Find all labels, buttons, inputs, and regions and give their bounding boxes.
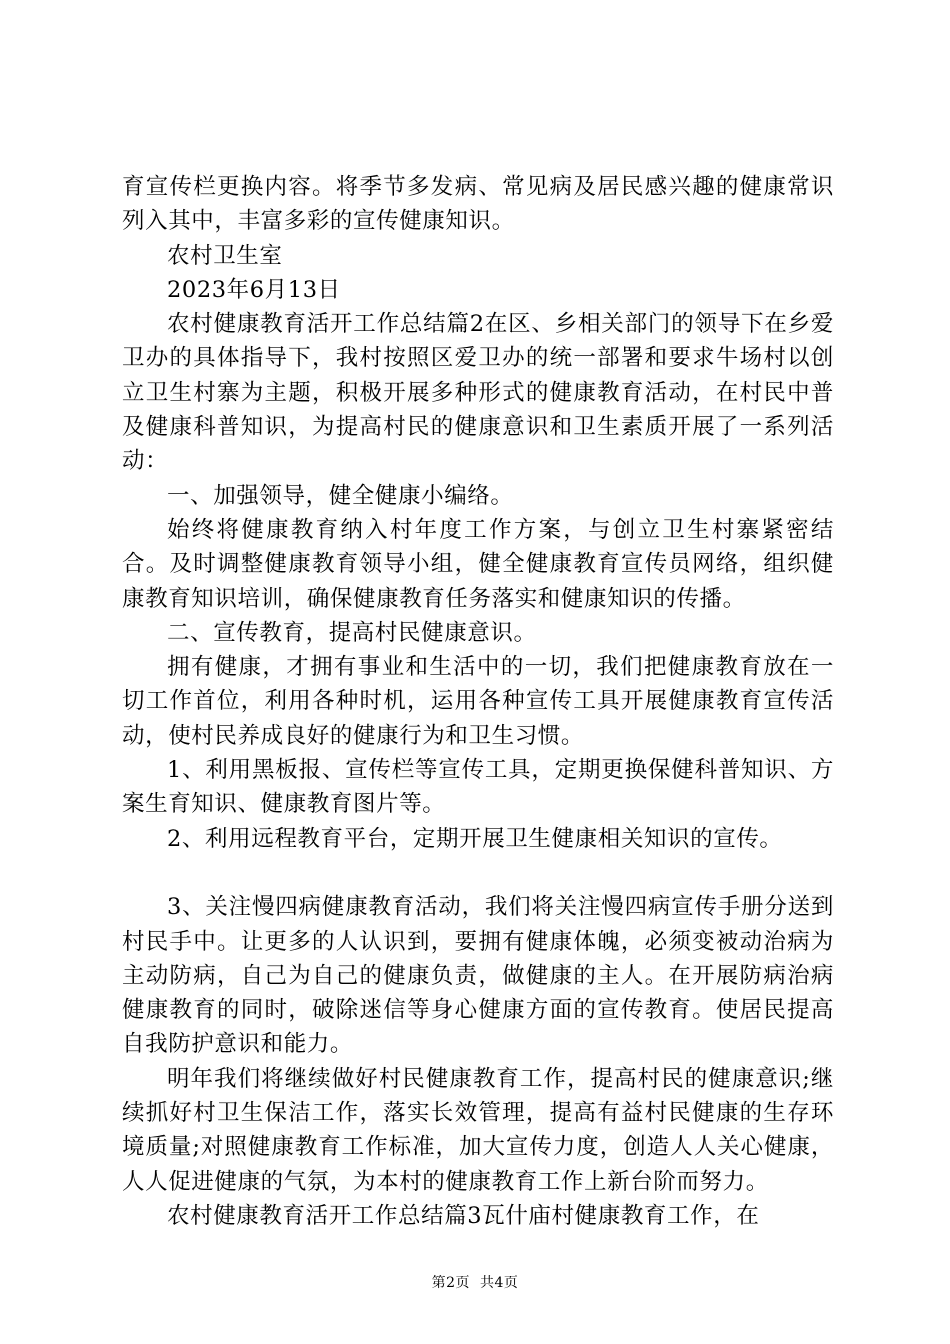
signature-organization: 农村卫生室: [167, 242, 283, 269]
paragraph-summary-2-intro: 农村健康教育活开工作总结篇2在区、乡相关部门的领导下在乡爱卫办的具体指导下，我村按照区爱卫办的统一部署和要求牛场村以创立卫生村寨为主题，积极开展多种形式的健康教育活动，在村民中普及健康科普知识，为提高村民的健康意识和卫生素质开展了一系列活动：: [122, 311, 834, 475]
section-heading-2: 二、宣传教育，提高村民健康意识。: [167, 619, 537, 646]
page-footer: [0, 1272, 950, 1292]
page-number-total: 共4页: [479, 1275, 519, 1291]
paragraph-continued: 育宣传栏更换内容。将季节多发病、常见病及居民感兴趣的健康常识列入其中，丰富多彩的宣传健康知识。: [122, 174, 834, 235]
paragraph-summary-3-intro: 农村健康教育活开工作总结篇3瓦什庙村健康教育工作，在: [167, 1202, 760, 1229]
page-number-current: 第2页: [431, 1275, 471, 1291]
paragraph-section-2: 拥有健康，才拥有事业和生活中的一切，我们把健康教育放在一切工作首位，利用各种时机，运用各种宣传工具开展健康教育宣传活动，使村民养成良好的健康行为和卫生习惯。: [122, 654, 834, 749]
list-item-3: 3、关注慢四病健康教育活动，我们将关注慢四病宣传手册分送到村民手中。让更多的人认识到，要拥有健康体魄，必须变被动治病为主动防病，自己为自己的健康负责，做健康的主人。在开展防病治病健康教育的同时，破除迷信等身心健康方面的宣传教育。使居民提高自我防护意识和能力。: [122, 894, 834, 1058]
footer-spacer: [470, 1275, 480, 1291]
section-heading-1: 一、加强领导，健全健康小编络。: [167, 482, 514, 509]
list-item-2: 2、利用远程教育平台，定期开展卫生健康相关知识的宣传。: [167, 825, 783, 852]
paragraph-next-year: 明年我们将继续做好村民健康教育工作，提高村民的健康意识;继续抓好村卫生保洁工作，落实长效管理，提高有益村民健康的生存环境质量;对照健康教育工作标准，加大宣传力度，创造人人关心健康，人人促进健康的气氛，为本村的健康教育工作上新台阶而努力。: [122, 1065, 834, 1195]
paragraph-section-1: 始终将健康教育纳入村年度工作方案，与创立卫生村寨紧密结合。及时调整健康教育领导小组，健全健康教育宣传员网络，组织健康教育知识培训，确保健康教育任务落实和健康知识的传播。: [122, 516, 834, 612]
signature-date: 2023年6月13日: [167, 276, 341, 303]
list-item-1: 1、利用黑板报、宣传栏等宣传工具，定期更换保健科普知识、方案生育知识、健康教育图片等。: [122, 757, 834, 818]
document-body: [122, 170, 834, 1233]
